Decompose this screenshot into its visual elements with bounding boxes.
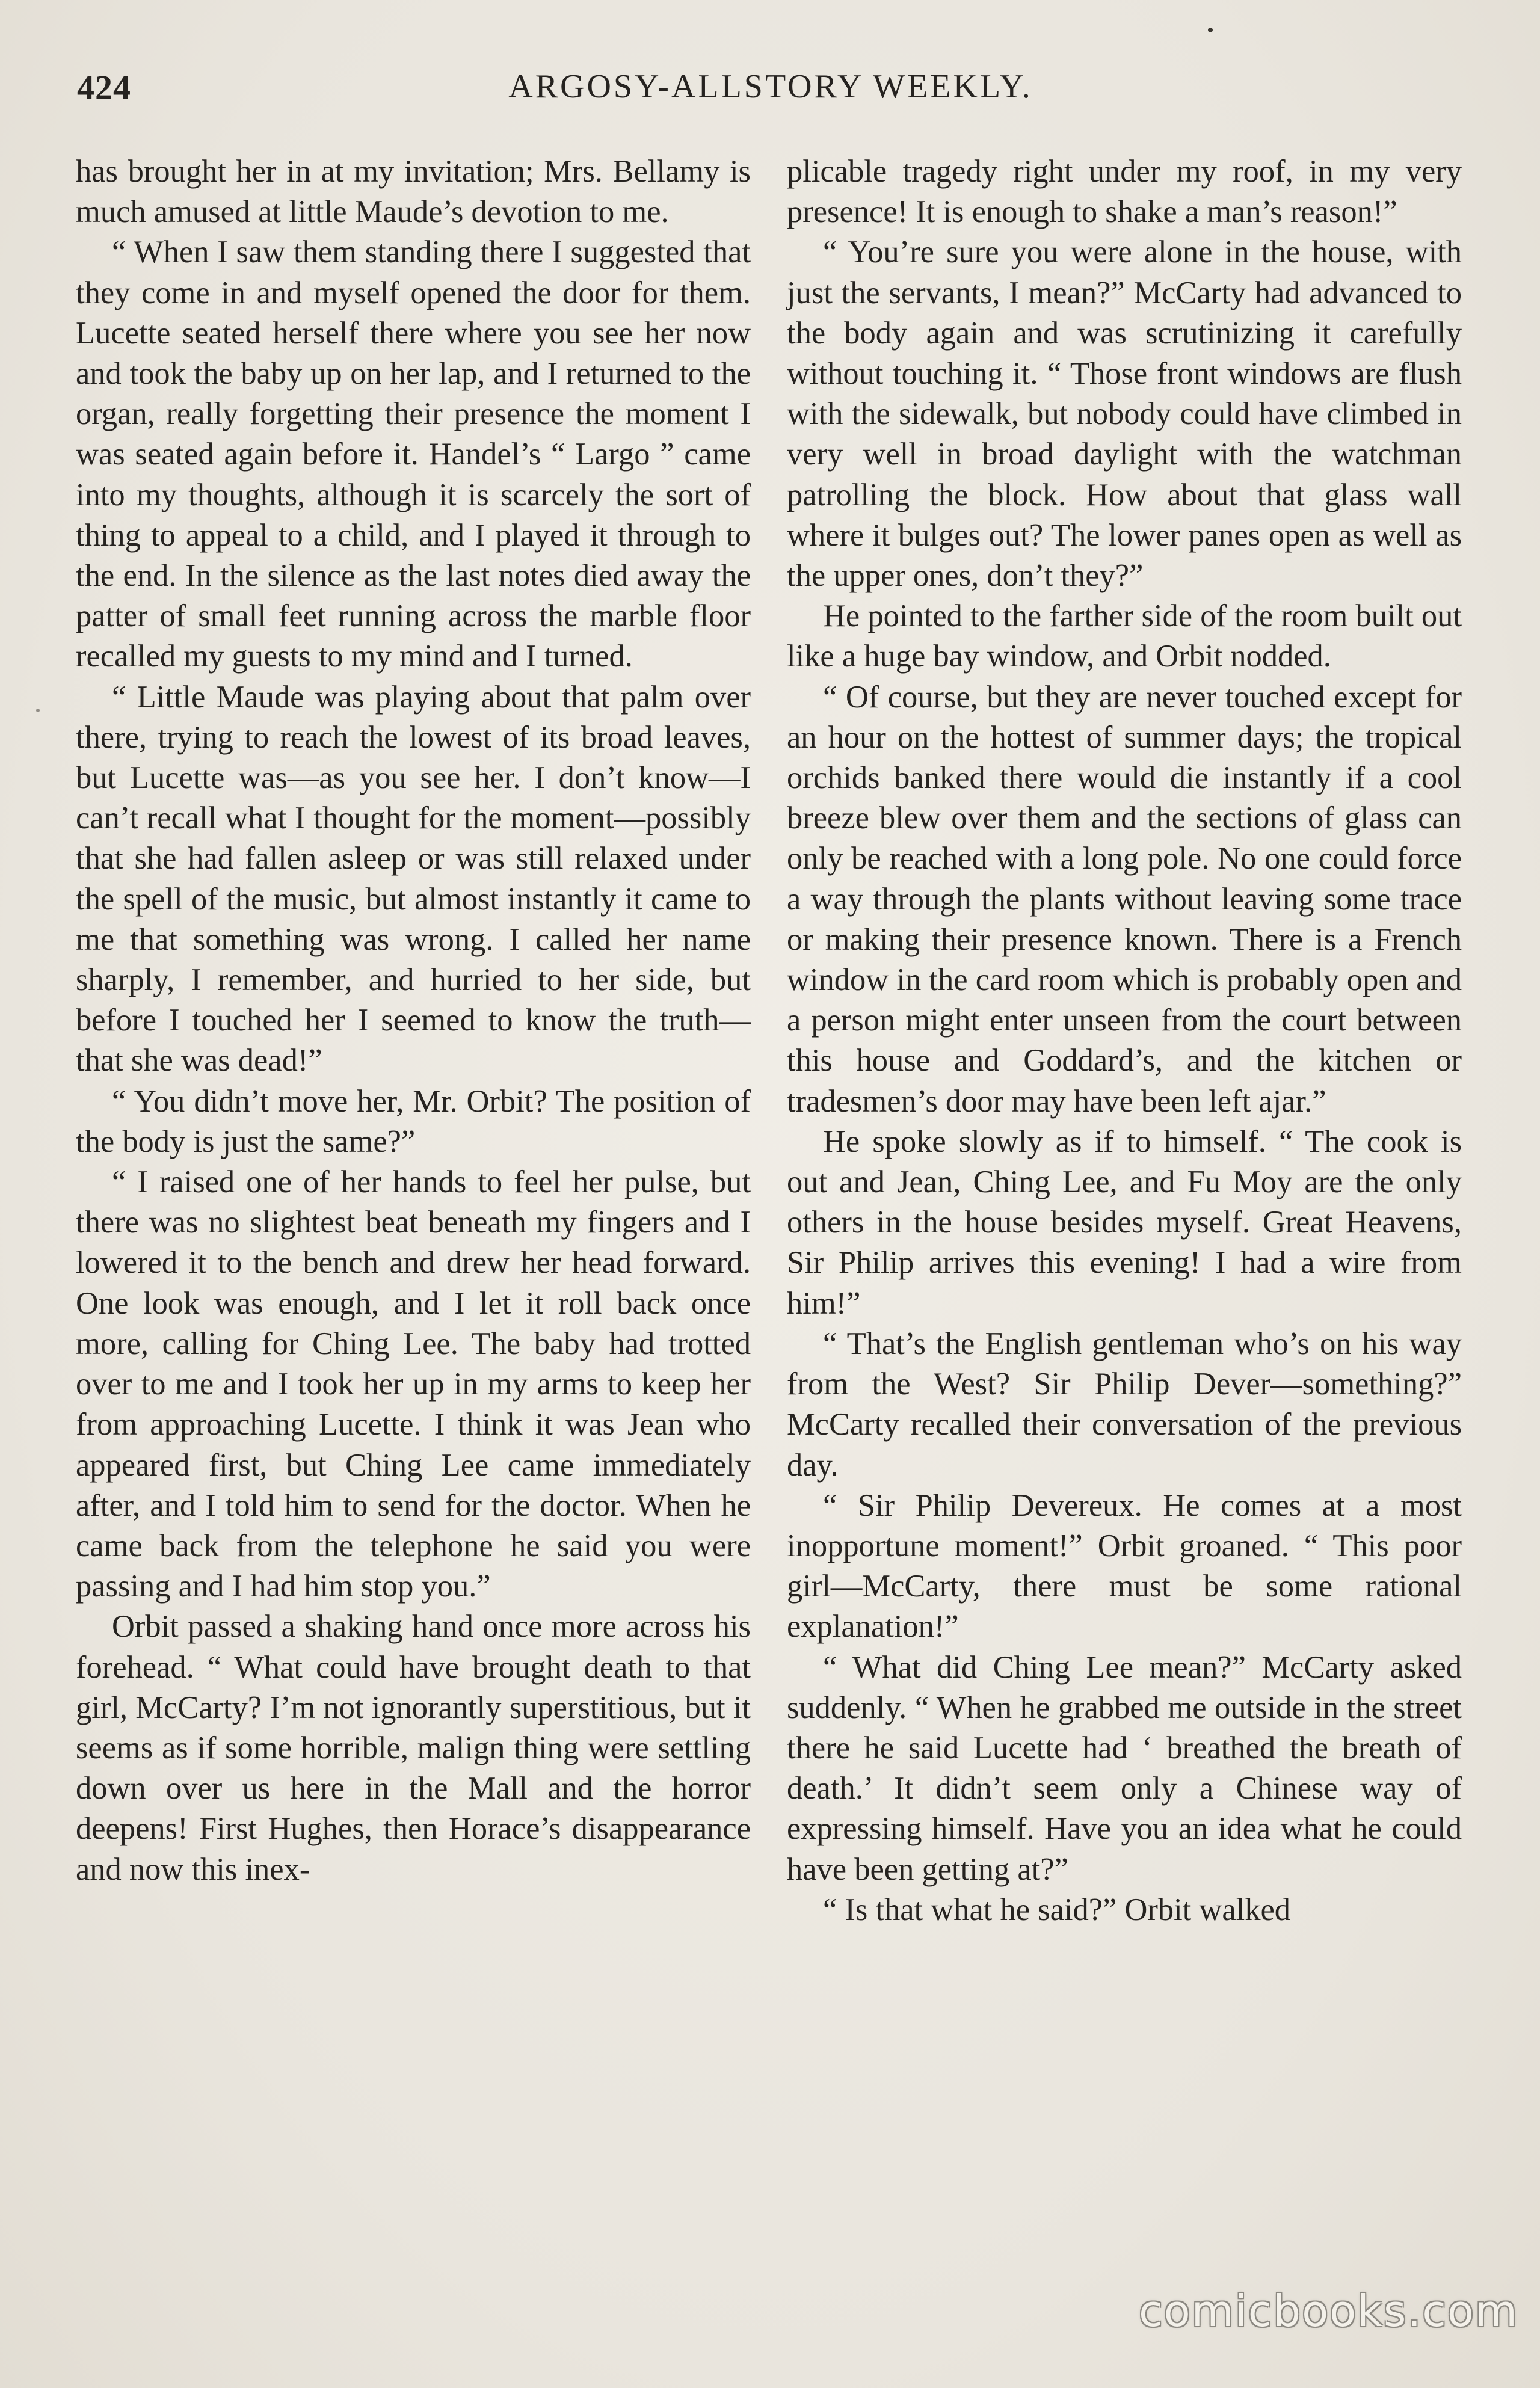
left-column: [76, 152, 751, 1890]
paragraph: Orbit passed a shaking hand once more across his forehead. “ What could have brought death to that girl, McCarty? I’m not ignorantly superstitious, but it seems as if some horrible, malign thing were settling down over us here in the Mall and the horror deepens! First Hughes, then Horace’s disappearance and now this inex-: [76, 1609, 751, 1887]
paragraph: “ What did Ching Lee mean?” McCarty asked suddenly. “ When he grabbed me outside in the street there he said Lucette had ‘ breathed the breath of death.’ It didn’t seem only a Chinese way of expressing himself. Have you an idea what he could have been getting at?”: [787, 1649, 1462, 1887]
paragraph: “ You didn’t move her, Mr. Orbit? The position of the body is just the same?”: [76, 1083, 751, 1159]
paragraph: He pointed to the farther side of the room built out like a huge bay window, and Orbit nodded.: [787, 599, 1462, 674]
ink-speck: [1208, 28, 1213, 32]
page-header: [77, 67, 1464, 122]
paragraph: “ Sir Philip Devereux. He comes at a most inopportune moment!” Orbit groaned. “ This poor girl—McCarty, there must be some rational explanation!”: [787, 1488, 1462, 1645]
paragraph: has brought her in at my invitation; Mrs. Bellamy is much amused at little Maude’s devotion to me.: [76, 154, 751, 230]
paragraph: “ Is that what he said?” Orbit walked: [823, 1892, 1291, 1927]
paragraph: “ I raised one of her hands to feel her pulse, but there was no slightest beat beneath my fingers and I lowered it to the bench and drew her head forward. One look was enough, and I let it roll back once more, calling for Ching Lee. The baby had trotted over to me and I took her up in my arms to keep her from approaching Lucette. I think it was Jean who appeared first, but Ching Lee came immediately after, and I told him to send for the doctor. When he came back from the telephone he said you were passing and I had him stop you.”: [76, 1165, 751, 1604]
paragraph: “ Little Maude was playing about that palm over there, trying to reach the lowest of its broad leaves, but Lucette was—as you see her. I don’t know—I can’t recall what I thought for the moment—possibly that she had fallen asleep or was still relaxed under the spell of the music, but almost instantly it came to me that something was wrong. I called her name sharply, I remember, and hurried to her side, but before I touched her I seemed to know the truth—that she was dead!”: [76, 679, 751, 1079]
paragraph: “ When I saw them standing there I suggested that they come in and myself opened the door for them. Lucette seated herself there where you see her now and took the baby up on her lap, and I returned to the organ, really forgetting their presence the moment I was seated again before it. Handel’s “ Largo ” came into my thoughts, although it is scarcely the sort of thing to appeal to a child, and I played it through to the end. In the silence as the last notes died away the patter of small feet running across the marble floor recalled my guests to my mind and I turned.: [76, 235, 751, 674]
watermark-logo: comicbooks.com: [1139, 2286, 1519, 2336]
paragraph: “ Of course, but they are never touched except for an hour on the hottest of summer days; the tropical orchids banked there would die instantly if a cool breeze blew over them and the sections of glass can only be reached with a long pole. No one could force a way through the plants without leaving some trace or making their presence known. There is a French window in the card room which is probably open and a person might enter unseen from the court between this house and Goddard’s, and the kitchen or tradesmen’s door may have been left ajar.”: [787, 679, 1462, 1119]
paragraph: He spoke slowly as if to himself. “ The cook is out and Jean, Ching Lee, and Fu Moy are the only others in the house besides myself. Great Heavens, Sir Philip arrives this evening! I had a wire from him!”: [787, 1124, 1462, 1321]
page-number: 424: [77, 68, 131, 107]
paragraph: plicable tragedy right under my roof, in my very presence! It is enough to shake a man’s reason!”: [787, 154, 1462, 230]
right-column: [787, 152, 1462, 1930]
running-head: ARGOSY-ALLSTORY WEEKLY.: [508, 68, 1033, 105]
ink-speck: [36, 709, 40, 712]
paragraph: “ That’s the English gentleman who’s on his way from the West? Sir Philip Dever—something?” McCarty recalled their conversation of the previous day.: [787, 1326, 1462, 1483]
paragraph: “ You’re sure you were alone in the house, with just the servants, I mean?” McCarty had advanced to the body again and was scrutinizing it carefully without touching it. “ Those front windows are flush with the sidewalk, but nobody could have climbed in very well in broad daylight with the watchman patrolling the block. How about that glass wall where it bulges out? The lower panes open as well as the upper ones, don’t they?”: [787, 235, 1462, 594]
